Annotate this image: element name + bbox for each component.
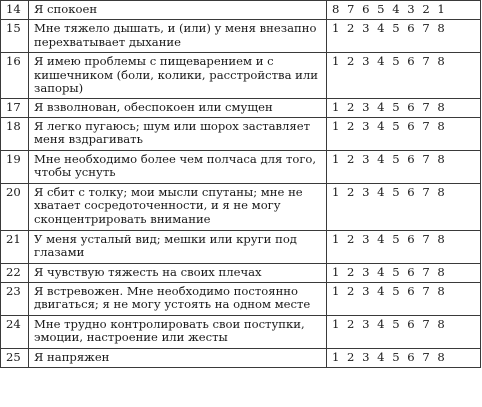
table-row (1, 1, 481, 20)
table-row (1, 53, 481, 99)
item-statement: Я имею проблемы с пищеварением и с кишечником (боли, колики, расстройства или запоры) (29, 53, 327, 99)
table-row (1, 263, 481, 282)
table-row (1, 150, 481, 183)
rating-scale: 1 2 3 4 5 6 7 8 (327, 20, 481, 53)
item-number: 21 (1, 230, 29, 263)
item-number: 20 (1, 183, 29, 230)
item-number: 18 (1, 117, 29, 150)
item-statement: Я легко пугаюсь; шум или шорох заставляет меня вздрагивать (29, 117, 327, 150)
rating-scale: 1 2 3 4 5 6 7 8 (327, 117, 481, 150)
rating-scale: 1 2 3 4 5 6 7 8 (327, 263, 481, 282)
table-row (1, 117, 481, 150)
table-row (1, 348, 481, 367)
item-statement: Я сбит с толку; мои мысли спутаны; мне не хватает сосредоточенности, и я не могу сконцентрировать внимание (29, 183, 327, 230)
rating-scale: 1 2 3 4 5 6 7 8 (327, 98, 481, 117)
item-statement: Я спокоен (29, 1, 327, 20)
item-number: 16 (1, 53, 29, 99)
item-number: 22 (1, 263, 29, 282)
item-number: 19 (1, 150, 29, 183)
rating-scale: 1 2 3 4 5 6 7 8 (327, 348, 481, 367)
item-statement: Я взволнован, обеспокоен или смущен (29, 98, 327, 117)
item-number: 14 (1, 1, 29, 20)
item-statement: Мне тяжело дышать, и (или) у меня внезапно перехватывает дыхание (29, 20, 327, 53)
table-row (1, 282, 481, 315)
table-row (1, 230, 481, 263)
rating-scale: 1 2 3 4 5 6 7 8 (327, 53, 481, 99)
item-statement: Я напряжен (29, 348, 327, 367)
item-statement: Я встревожен. Мне необходимо постоянно двигаться; я не могу устоять на одном месте (29, 282, 327, 315)
rating-scale: 1 2 3 4 5 6 7 8 (327, 315, 481, 348)
item-number: 17 (1, 98, 29, 117)
rating-scale: 1 2 3 4 5 6 7 8 (327, 282, 481, 315)
table-row (1, 315, 481, 348)
item-statement: Я чувствую тяжесть на своих плечах (29, 263, 327, 282)
rating-scale: 1 2 3 4 5 6 7 8 (327, 230, 481, 263)
item-statement: Мне трудно контролировать свои поступки, эмоции, настроение или жесты (29, 315, 327, 348)
item-number: 15 (1, 20, 29, 53)
item-number: 23 (1, 282, 29, 315)
table-row (1, 98, 481, 117)
rating-scale: 8 7 6 5 4 3 2 1 (327, 1, 481, 20)
table-row (1, 20, 481, 53)
item-number: 24 (1, 315, 29, 348)
item-statement: У меня усталый вид; мешки или круги под глазами (29, 230, 327, 263)
item-statement: Мне необходимо более чем полчаса для того, чтобы уснуть (29, 150, 327, 183)
rating-scale: 1 2 3 4 5 6 7 8 (327, 183, 481, 230)
table-row (1, 183, 481, 230)
item-number: 25 (1, 348, 29, 367)
rating-scale: 1 2 3 4 5 6 7 8 (327, 150, 481, 183)
